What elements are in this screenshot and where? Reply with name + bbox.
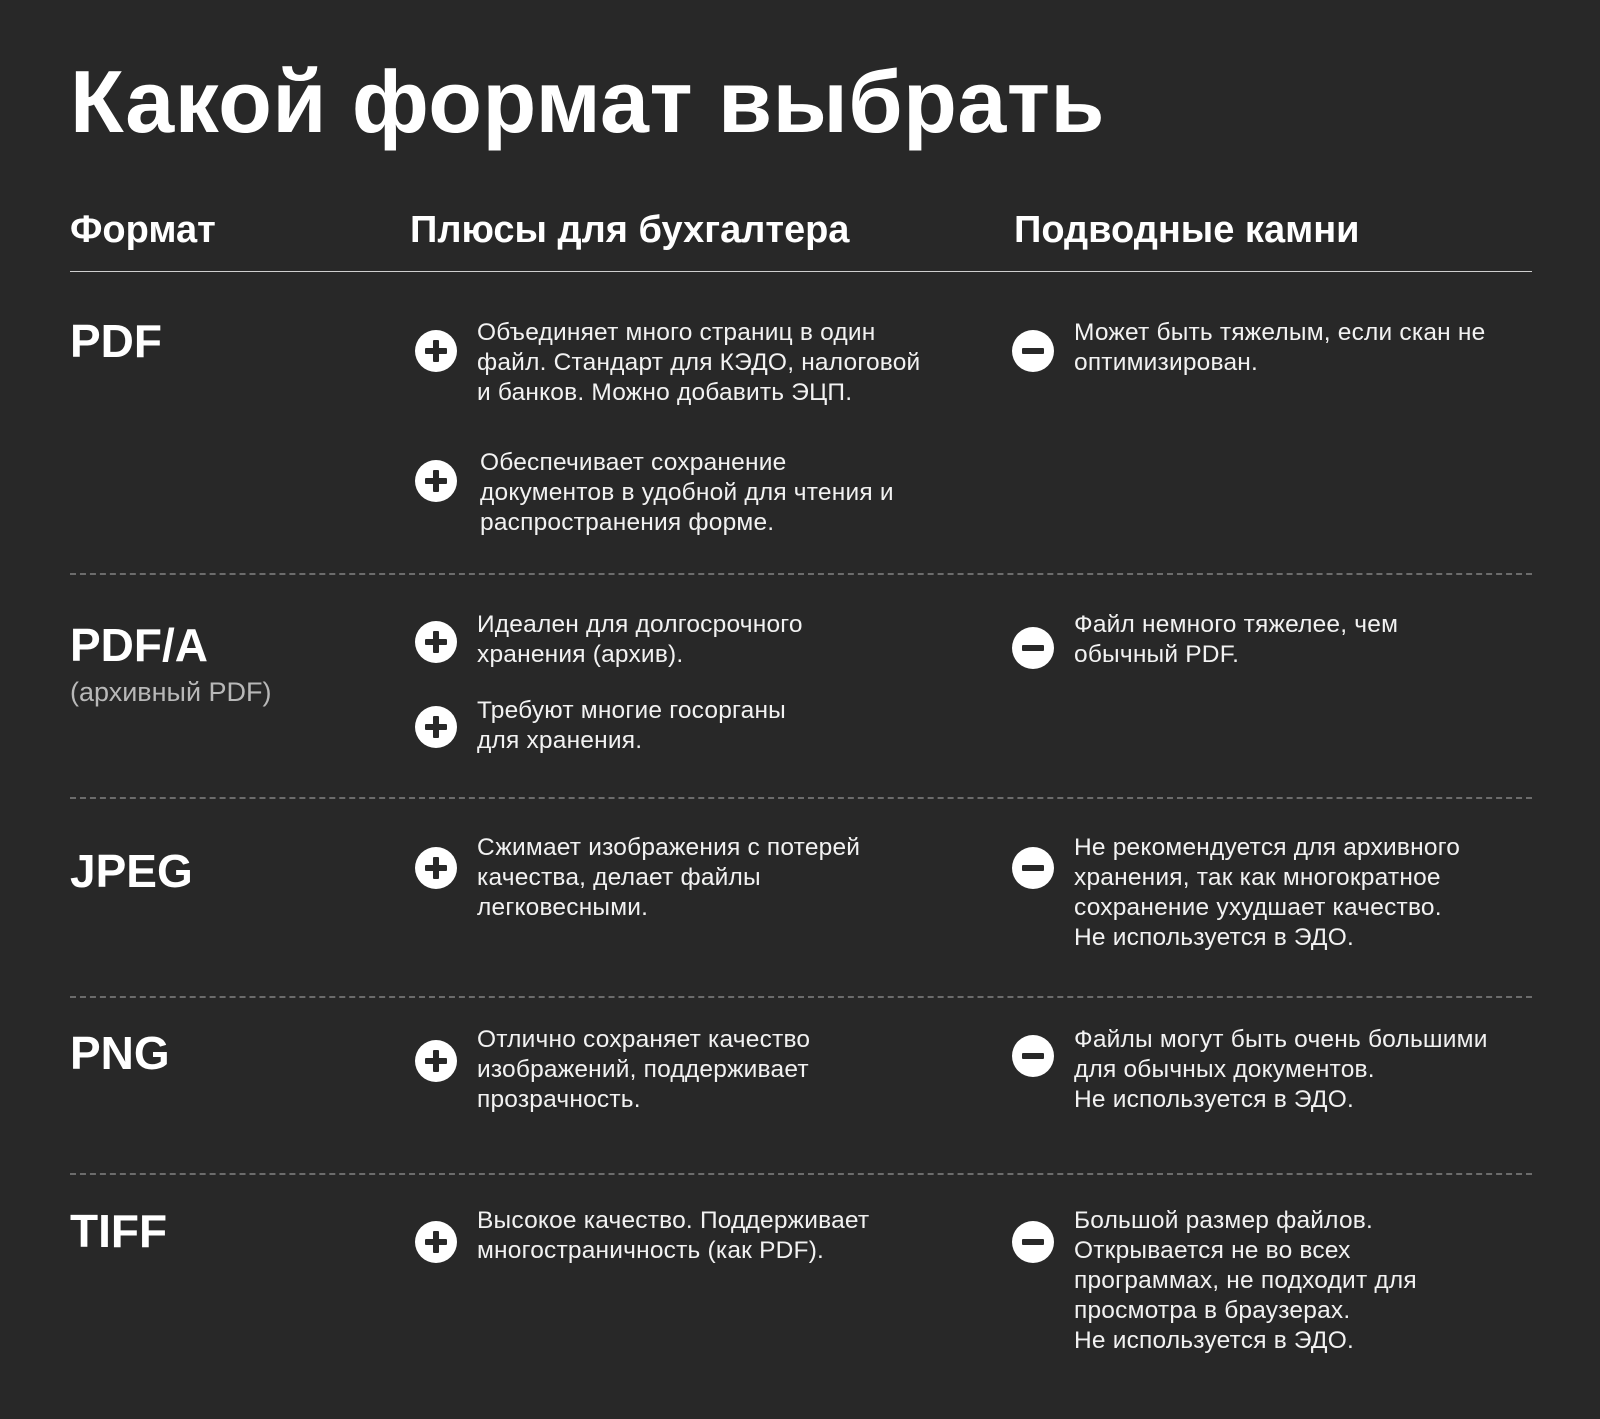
row-divider bbox=[70, 573, 1532, 575]
format-name: PDF/A bbox=[70, 619, 208, 671]
minus-circle-icon bbox=[1012, 627, 1054, 669]
minus-circle-icon bbox=[1012, 847, 1054, 889]
pro-item bbox=[415, 611, 803, 670]
plus-circle-icon bbox=[415, 621, 457, 663]
pro-item bbox=[415, 834, 861, 923]
header-pros: Плюсы для бухгалтера bbox=[410, 209, 850, 251]
con-text: Может быть тяжелым, если скан не оптимизирован. bbox=[1074, 319, 1486, 376]
minus-circle-icon bbox=[1012, 1221, 1054, 1263]
header-cons: Подводные камни bbox=[1014, 209, 1360, 251]
minus-circle-icon bbox=[1012, 1035, 1054, 1077]
con-text: Большой размер файлов. Открывается не во всех программах, не подходит для просмотра в браузерах. Не используется в ЭДО. bbox=[1074, 1207, 1417, 1354]
pro-text: Отлично сохраняет качество изображений, поддерживает прозрачность. bbox=[477, 1026, 811, 1113]
pro-text: Требуют многие госорганы для хранения. bbox=[477, 697, 786, 754]
con-item bbox=[1012, 834, 1461, 953]
pro-text: Высокое качество. Поддерживает многостраничность (как PDF). bbox=[477, 1207, 870, 1264]
header-format: Формат bbox=[70, 209, 216, 251]
plus-circle-icon bbox=[415, 460, 457, 502]
con-item bbox=[1012, 611, 1399, 670]
row-divider bbox=[70, 996, 1532, 998]
con-item bbox=[1012, 1026, 1488, 1115]
pro-text: Идеален для долгосрочного хранения (архив). bbox=[477, 611, 803, 668]
pro-item bbox=[415, 1207, 870, 1266]
format-name: JPEG bbox=[70, 845, 193, 897]
format-subtitle: (архивный PDF) bbox=[70, 677, 272, 707]
con-item bbox=[1012, 319, 1486, 378]
plus-circle-icon bbox=[415, 1040, 457, 1082]
page-title: Какой формат выбрать bbox=[70, 52, 1106, 151]
plus-circle-icon bbox=[415, 330, 457, 372]
pro-text: Сжимает изображения с потерей качества, делает файлы легковесными. bbox=[477, 834, 861, 921]
con-item bbox=[1012, 1207, 1417, 1356]
format-name: PDF bbox=[70, 315, 162, 367]
format-name: TIFF bbox=[70, 1205, 168, 1257]
format-name: PNG bbox=[70, 1027, 170, 1079]
pro-text: Объединяет много страниц в один файл. Стандарт для КЭДО, налоговой и банков. Можно добавить ЭЦП. bbox=[477, 319, 921, 406]
row-divider bbox=[70, 1173, 1532, 1175]
con-text: Не рекомендуется для архивного хранения, так как многократное сохранение ухудшает качество. Не используется в ЭДО. bbox=[1074, 834, 1461, 951]
table-header bbox=[70, 210, 1532, 272]
pro-item bbox=[415, 697, 786, 756]
con-text: Файлы могут быть очень большими для обычных документов. Не используется в ЭДО. bbox=[1074, 1026, 1488, 1113]
plus-circle-icon bbox=[415, 847, 457, 889]
pro-item bbox=[415, 449, 894, 538]
pro-item bbox=[415, 1026, 811, 1115]
minus-circle-icon bbox=[1012, 330, 1054, 372]
con-text: Файл немного тяжелее, чем обычный PDF. bbox=[1074, 611, 1399, 668]
pro-item bbox=[415, 319, 921, 408]
pro-text: Обеспечивает сохранение документов в удобной для чтения и распространения форме. bbox=[480, 449, 894, 536]
plus-circle-icon bbox=[415, 706, 457, 748]
plus-circle-icon bbox=[415, 1221, 457, 1263]
row-divider bbox=[70, 797, 1532, 799]
